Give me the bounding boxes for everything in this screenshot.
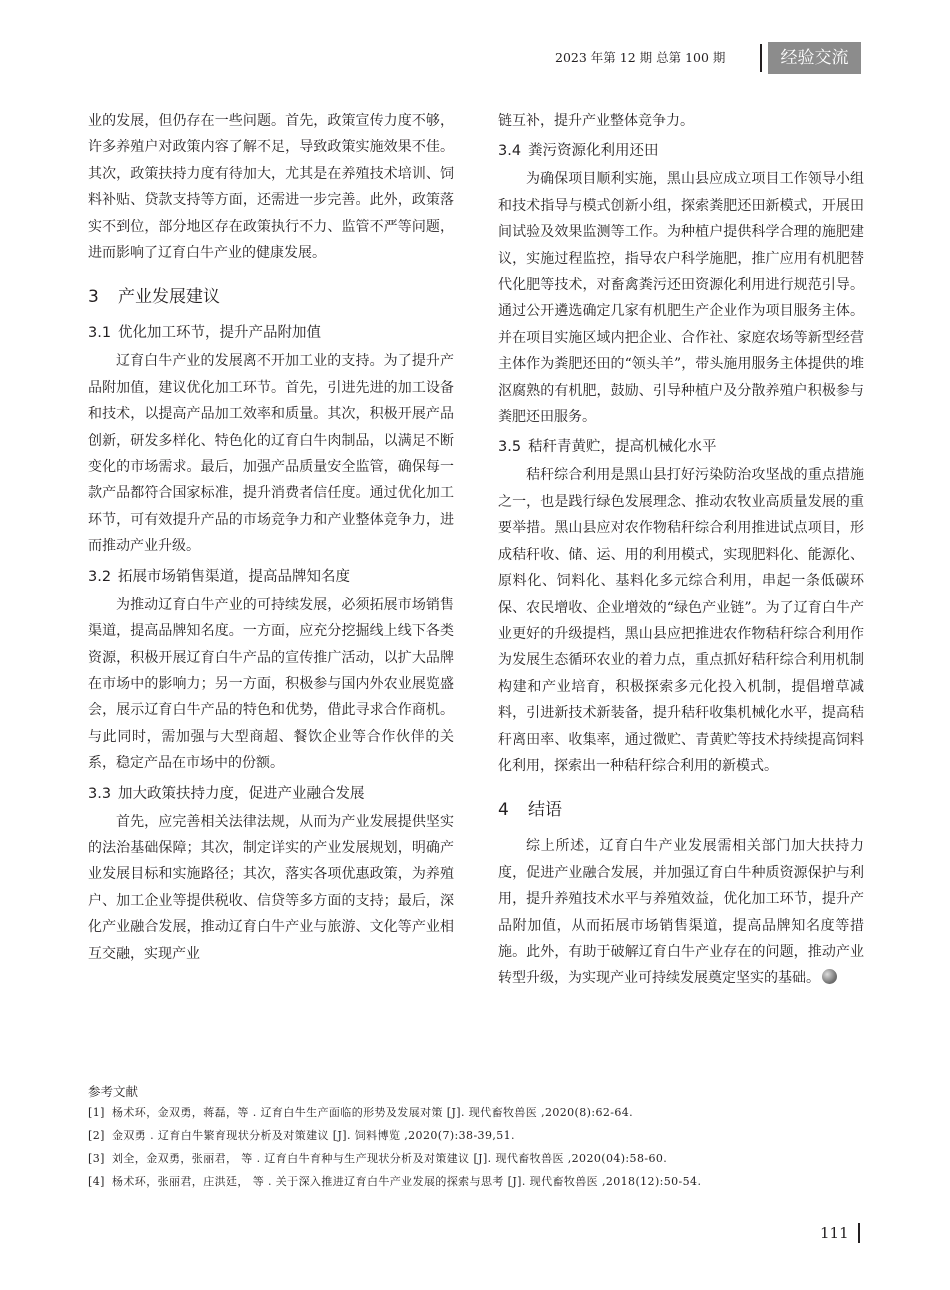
header-divider [760,44,762,72]
paragraph: 秸秆综合利用是黑山县打好污染防治攻坚战的重点措施之一，也是践行绿色发展理念、推动农牧业高质量发展的重要举措。黑山县应对农作物秸秆综合利用推进试点项目，形成秸秆收、储、运、用的利用模式，实现肥料化、能源化、原料化、饲料化、基料化多元综合利用，串起一条低碳环保、农民增收、企业增效的“绿色产业链”。为了辽育白牛产业更好的升级提档，黑山县应把推进农作物秸秆综合利用作为发展生态循环农业的着力点，重点抓好秸秆综合利用机制构建和产业培育，积极探索多元化投入机制，提倡增草减料，引进新技术新装备，提升秸秆收集机械化水平，提高秸秆离田率、收集率，通过微贮、青黄贮等技术持续提高饲料化利用，探索出一种秸秆综合利用的新模式。 [498,467,864,774]
subsection-heading: 3.3 加大政策扶持力度，促进产业融合发展 [88,785,365,802]
reference-item: [3] 刘全，金双勇，张丽君， 等 . 辽育白牛育种与生产现状分析及对策建议 [J]. 现代畜牧兽医 ,2020(04):58-60. [88,1152,668,1165]
paragraph: 业的发展，但仍存在一些问题。首先，政策宣传力度不够，许多养殖户对政策内容了解不足，导致政策实施效果不佳。其次，政策扶持力度有待加大，尤其是在养殖技术培训、饲料补贴、贷款支持等方面，还需进一步完善。此外，政策落实不到位，部分地区存在政策执行不力、监管不严等问题，进而影响了辽育白牛产业的健康发展。 [88,113,454,262]
reference-item: [2] 金双勇 . 辽育白牛繁育现状分析及对策建议 [J]. 饲料博览 ,2020(7):38-39,51. [88,1129,515,1142]
paragraph: 首先，应完善相关法律法规，从而为产业发展提供坚实的法治基础保障；其次，制定详实的产业发展规划，明确产业发展目标和实施路径；其次，落实各项优惠政策，为养殖户、加工企业等提供税收、信贷等多方面的支持；最后，深化产业融合发展，推动辽育白牛产业与旅游、文化等产业相互交融，实现产业 [88,813,454,962]
reference-item: [4] 杨术环，张丽君，庄洪廷， 等 . 关于深入推进辽育白牛产业发展的探索与思考 [J]. 现代畜牧兽医 ,2018(12):50-54. [88,1175,702,1188]
section-heading: 4 结语 [498,800,562,821]
subsection-heading: 3.1 优化加工环节，提升产品附加值 [88,325,321,342]
paragraph: 链互补，提升产业整体竞争力。 [498,113,694,129]
subsection-heading: 3.4 粪污资源化利用还田 [498,143,659,160]
issue-info: 2023 年第 12 期 总第 100 期 [555,50,726,65]
paragraph: 辽育白牛产业的发展离不开加工业的支持。为了提升产品附加值，建议优化加工环节。首先，引进先进的加工设备和技术，以提高产品加工效率和质量。其次，积极开展产品创新，研发多样化、特色化的辽育白牛肉制品，以满足不断变化的市场需求。最后，加强产品质量安全监管，确保每一款产品都符合国家标准，提升消费者信任度。通过优化加工环节，可有效提升产品的市场竞争力和产业整体竞争力，进而推动产业升级。 [88,353,454,555]
conclusion-text: 综上所述，辽育白牛产业发展需相关部门加大扶持力度，促进产业融合发展，并加强辽育白牛种质资源保护与利用，提升养殖技术水平与养殖效益，优化加工环节，提升产品附加值，从而拓展市场销售渠道，提高品牌知名度等措施。此外，有助于破解辽育白牛产业存在的问题，推动产业转型升级，为实现产业可持续发展奠定坚实的基础。 [498,838,864,987]
reference-item: [1] 杨术环，金双勇，蒋磊，等 . 辽育白牛生产面临的形势及发展对策 [J]. 现代畜牧兽医 ,2020(8):62-64. [88,1106,634,1119]
page-footer [820,1222,849,1244]
subsection-heading: 3.2 拓展市场销售渠道，提高品牌知名度 [88,568,350,585]
footer-bar [858,1223,860,1243]
paragraph: 为推动辽育白牛产业的可持续发展，必须拓展市场销售渠道，提高品牌知名度。一方面，应充分挖掘线上线下各类资源，积极开展辽育白牛产品的宣传推广活动，以扩大品牌在市场中的影响力；另一方面，积极参与国内外农业展览盛会，展示辽育白牛产品的特色和优势，借此寻求合作商机。与此同时，需加强与大型商超、餐饮企业等合作伙伴的关系，稳定产品在市场中的份额。 [88,596,454,772]
globe-icon [822,969,837,984]
subsection-heading: 3.5 秸秆青黄贮，提高机械化水平 [498,439,717,456]
running-header [0,40,950,76]
page-number: 111 [820,1224,849,1242]
references [88,1082,868,1198]
paragraph [498,833,864,991]
section-heading: 3 产业发展建议 [88,287,220,308]
references-title: 参考文献 [88,1084,139,1099]
paragraph: 为确保项目顺利实施，黑山县应成立项目工作领导小组和技术指导与模式创新小组，探索粪肥还田新模式，开展田间试验及效果监测等工作。为种植户提供科学合理的施肥建议，实施过程监控，指导农户科学施肥，推广应用有机肥替代化肥等技术，对畜禽粪污还田资源化利用进行规范引导。通过公开遴选确定几家有机肥生产企业作为项目服务主体。并在项目实施区域内把企业、合作社、家庭农场等新型经营主体作为粪肥还田的“领头羊”，带头施用服务主体提供的堆沤腐熟的有机肥，鼓励、引导种植户及分散养殖户积极参与粪肥还田服务。 [498,171,864,426]
column-badge: 经验交流 [768,42,861,74]
left-column [88,108,454,967]
right-column [498,108,864,992]
